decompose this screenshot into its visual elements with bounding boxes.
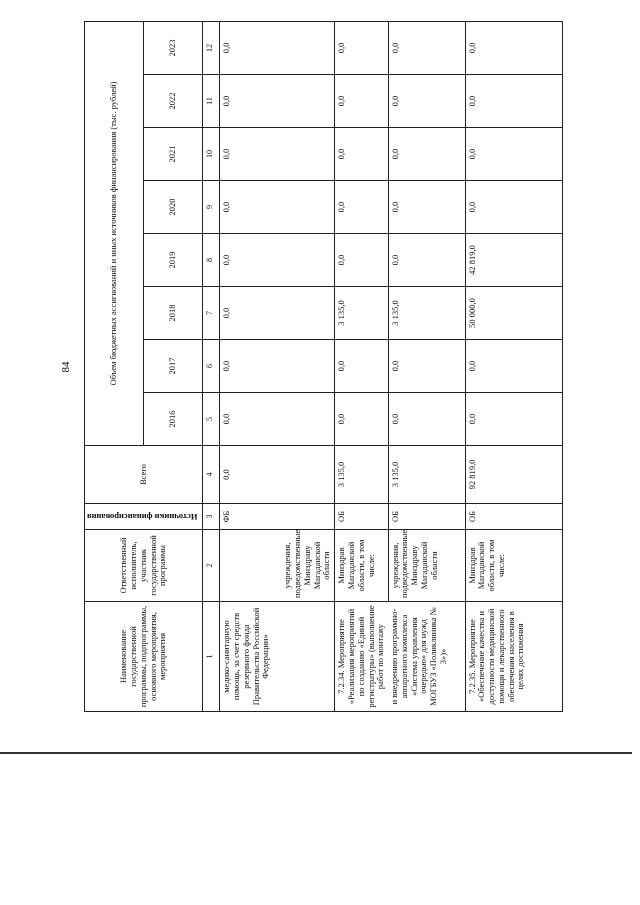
header-source-cell: [85, 504, 203, 530]
row-value: 0,0: [388, 75, 465, 128]
row-value: 0,0: [465, 21, 562, 74]
row-total: 3 135,0: [388, 446, 465, 504]
table-row: [220, 21, 335, 711]
row-value: 0,0: [220, 287, 335, 340]
column-number: 4: [203, 446, 220, 504]
header-year: 2017: [144, 340, 203, 393]
row-value: 0,0: [335, 234, 388, 287]
column-number: 2: [203, 530, 220, 602]
row-value: 0,0: [388, 234, 465, 287]
row-total: 92 819,0: [465, 446, 562, 504]
column-number: 7: [203, 287, 220, 340]
header-source: Источники финансирования: [87, 512, 198, 523]
header-year: 2018: [144, 287, 203, 340]
row-total: 0,0: [220, 446, 335, 504]
header-year: 2019: [144, 234, 203, 287]
row-executor: учреждения, подведомственные Минздраву Магаданской области: [388, 530, 465, 602]
row-value: 0,0: [220, 75, 335, 128]
row-value: 0,0: [465, 393, 562, 446]
header-name: Наименование государственной программы, подпрограммы, основного мероприятия, мероприятия: [85, 602, 203, 712]
header-row-1: [85, 21, 144, 711]
row-source: ФБ: [220, 504, 335, 530]
row-value: 0,0: [465, 75, 562, 128]
row-name: медико-санитарную помощь, за счет средств резервного фонда Правительства Российской Федерации»: [220, 602, 335, 712]
row-value: 0,0: [388, 21, 465, 74]
column-number: 5: [203, 393, 220, 446]
row-value: 0,0: [388, 340, 465, 393]
row-executor: учреждения, подведомственные Минздраву Магаданской области: [220, 530, 335, 602]
table-row: [335, 21, 388, 711]
row-value: 0,0: [220, 21, 335, 74]
scan-edge-line: [0, 752, 632, 754]
row-value: 3 135,0: [388, 287, 465, 340]
row-name: 7.2.34. Мероприятие «Реализация мероприятий по созданию «Единой регистратуры» (выполнение работ по монтажу: [335, 602, 388, 712]
row-value: 0,0: [335, 75, 388, 128]
row-value: 0,0: [465, 128, 562, 181]
header-executor: Ответственный исполнитель, участник государственной программы: [85, 530, 203, 602]
header-year: 2016: [144, 393, 203, 446]
row-value: 0,0: [388, 393, 465, 446]
row-value: 50 000,0: [465, 287, 562, 340]
row-value: 0,0: [335, 393, 388, 446]
row-value: 0,0: [335, 21, 388, 74]
header-year: 2020: [144, 181, 203, 234]
row-executor: Минздрав Магаданской области, в том числе:: [335, 530, 388, 602]
header-year: 2022: [144, 75, 203, 128]
row-total: 3 135,0: [335, 446, 388, 504]
row-source: ОБ: [388, 504, 465, 530]
row-value: 0,0: [388, 128, 465, 181]
column-number: 12: [203, 21, 220, 74]
row-value: 0,0: [465, 340, 562, 393]
column-number-row: [203, 21, 220, 711]
header-total: Всего: [85, 446, 203, 504]
row-value: 0,0: [220, 393, 335, 446]
column-number: 8: [203, 234, 220, 287]
table-row: [388, 21, 465, 711]
landscape-sheet: [60, 22, 588, 712]
header-year: 2021: [144, 128, 203, 181]
column-number: 10: [203, 128, 220, 181]
row-source: ОБ: [465, 504, 562, 530]
row-value: 3 135,0: [335, 287, 388, 340]
budget-table: [84, 21, 563, 712]
row-value: 0,0: [335, 128, 388, 181]
row-source: ОБ: [335, 504, 388, 530]
column-number: 9: [203, 181, 220, 234]
column-number: 11: [203, 75, 220, 128]
row-value: 0,0: [220, 340, 335, 393]
row-value: 0,0: [220, 181, 335, 234]
column-number: 3: [203, 504, 220, 530]
page-number: 84: [60, 361, 72, 373]
column-number: 1: [203, 602, 220, 712]
row-name: и внедрению программно-аппаратного комплекса «Система управления очередью» для нужд МОГБУЗ «Поликлиника № 3»)»: [388, 602, 465, 712]
header-year: 2023: [144, 21, 203, 74]
row-value: 0,0: [220, 234, 335, 287]
row-value: 0,0: [335, 340, 388, 393]
header-budget-group: Объем бюджетных ассигнований и иных источников финансирования (тыс. рублей): [85, 21, 144, 445]
row-name: 7.2.35. Мероприятие «Обеспечение качества и доступности медицинской помощи и лекарственного обеспечения населения в целях достижения: [465, 602, 562, 712]
column-number: 6: [203, 340, 220, 393]
row-value: 0,0: [388, 181, 465, 234]
row-value: 0,0: [335, 181, 388, 234]
row-value: 0,0: [465, 181, 562, 234]
table-row: [465, 21, 562, 711]
row-value: 0,0: [220, 128, 335, 181]
row-value: 42 819,0: [465, 234, 562, 287]
row-executor: Минздрав Магаданской области, в том числе:: [465, 530, 562, 602]
